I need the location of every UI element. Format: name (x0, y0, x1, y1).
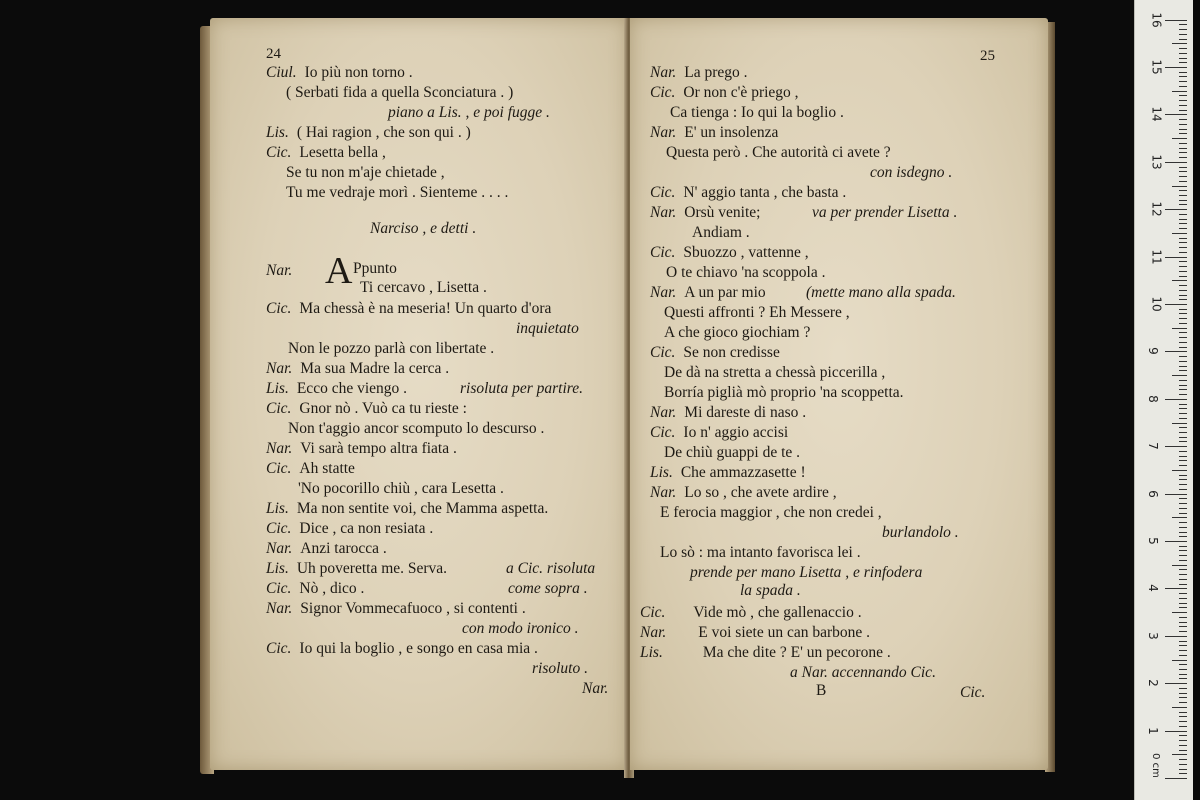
ruler-number: 8 (1145, 394, 1160, 403)
ruler-tick (1179, 508, 1187, 509)
ruler-tick (1179, 513, 1187, 514)
ruler-tick (1172, 707, 1187, 708)
ruler-tick (1179, 702, 1187, 703)
ruler-tick (1179, 503, 1187, 504)
ruler-tick (1179, 34, 1187, 35)
text-line: ( Serbati fida a quella Sconciatura . ) (286, 84, 514, 101)
ruler-tick (1179, 285, 1187, 286)
ruler-number: 14 (1149, 106, 1164, 123)
ruler-tick (1165, 304, 1187, 305)
ruler-tick (1179, 86, 1187, 87)
ruler-tick (1165, 257, 1187, 258)
ruler-tick (1172, 186, 1187, 187)
ruler-tick (1179, 195, 1187, 196)
ruler-tick (1179, 228, 1187, 229)
ruler-tick (1179, 247, 1187, 248)
ruler-tick (1179, 337, 1187, 338)
ruler-tick (1179, 105, 1187, 106)
ruler-tick (1179, 361, 1187, 362)
ruler-tick (1179, 536, 1187, 537)
ruler-tick (1179, 143, 1187, 144)
ruler-tick (1179, 110, 1187, 111)
ruler-tick (1165, 209, 1187, 210)
text-line: Cic. Gnor nò . Vuò ca tu rieste : (266, 400, 467, 417)
ruler-tick (1172, 375, 1187, 376)
ruler-tick (1172, 423, 1187, 424)
ruler-tick (1179, 560, 1187, 561)
text-line: Andiam . (692, 224, 750, 241)
ruler-tick (1179, 712, 1187, 713)
ruler-tick (1165, 20, 1187, 21)
ruler-tick (1179, 408, 1187, 409)
ruler-tick (1179, 214, 1187, 215)
ruler-tick (1179, 148, 1187, 149)
ruler-number: 10 (1149, 296, 1164, 312)
text-line: Cic. Lesetta bella , (266, 144, 386, 161)
text-line: Questa però . Che autorità ci avete ? (666, 144, 891, 161)
ruler-tick (1179, 584, 1187, 585)
ruler-tick (1172, 91, 1187, 92)
catchword: Cic. (960, 684, 986, 701)
ruler-tick (1179, 342, 1187, 343)
ruler-tick (1179, 100, 1187, 101)
ruler-tick (1179, 418, 1187, 419)
ruler-tick (1179, 631, 1187, 632)
text-line: E ferocia maggior , che non credei , (660, 504, 882, 521)
ruler-tick (1172, 233, 1187, 234)
text-line: Lis. Ecco che viengo . (266, 380, 408, 397)
ruler-number: 15 (1149, 59, 1164, 75)
ruler-number: 12 (1149, 201, 1164, 217)
text-line: Nar. E' un insolenza (650, 124, 779, 141)
text-line: Lis. ( Hai ragion , che son qui . ) (266, 124, 471, 141)
ruler-tick (1179, 598, 1187, 599)
page-number: 25 (980, 48, 995, 64)
ruler-tick (1179, 773, 1187, 774)
ruler-tick (1179, 370, 1187, 371)
ruler-tick (1172, 565, 1187, 566)
text-line: 'No pocorillo chiù , cara Lesetta . (298, 480, 504, 497)
ruler-tick (1165, 351, 1187, 352)
text-line: Lis. Che ammazzasette ! (650, 464, 806, 481)
ruler-tick (1179, 133, 1187, 134)
ruler-tick (1179, 380, 1187, 381)
ruler-number: 13 (1149, 154, 1164, 170)
text-line: Nar. Orsù venite; (650, 204, 761, 221)
ruler-tick (1165, 446, 1187, 447)
ruler-tick (1179, 200, 1187, 201)
ruler-tick (1172, 612, 1187, 613)
ruler-tick (1179, 366, 1187, 367)
text-line: Cic. Dice , ca non resiata . (266, 520, 434, 537)
ruler-number: 2 (1145, 679, 1160, 688)
ruler-tick (1172, 754, 1187, 755)
ruler-tick (1179, 190, 1187, 191)
text-line: O te chiavo 'na scoppola . (666, 264, 826, 281)
ruler-tick (1179, 58, 1187, 59)
ruler-tick (1179, 266, 1187, 267)
ruler-tick (1179, 157, 1187, 158)
page-number: 24 (266, 46, 281, 62)
ruler-tick (1165, 494, 1187, 495)
text-line: Nar. Vi sarà tempo altra fiata . (266, 440, 457, 457)
ruler-tick (1179, 39, 1187, 40)
text-line: Nar. Anzi tarocca . (266, 540, 387, 557)
ruler-tick (1179, 721, 1187, 722)
text-line: Lis. Ma non sentite voi, che Mamma aspetta. (266, 500, 549, 517)
stage-direction: burlandolo . (882, 524, 959, 541)
ruler-tick (1179, 62, 1187, 63)
text-line: Cic. Ma chessà è na meseria! Un quarto d'ora (266, 300, 552, 317)
ruler-tick (1179, 484, 1187, 485)
ruler-number: 9 (1145, 347, 1160, 356)
stage-direction: la spada . (740, 582, 801, 599)
text-line: Questi affronti ? Eh Messere , (664, 304, 850, 321)
stage-direction: va per prender Lisetta . (812, 204, 958, 221)
ruler-tick (1165, 162, 1187, 163)
ruler-tick (1179, 460, 1187, 461)
ruler-tick (1179, 309, 1187, 310)
ruler-tick (1165, 114, 1187, 115)
text-line: De chiù guappi de te . (664, 444, 801, 461)
ruler-tick (1179, 181, 1187, 182)
text-line: Nar. Mi dareste di naso . (650, 404, 807, 421)
ruler-tick (1179, 167, 1187, 168)
ruler-tick (1172, 517, 1187, 518)
ruler-tick (1179, 394, 1187, 395)
ruler-tick (1179, 76, 1187, 77)
ruler-tick (1179, 555, 1187, 556)
ruler-unit-label: 0 cm (1149, 753, 1161, 778)
ruler-tick (1179, 479, 1187, 480)
ruler-number: 6 (1145, 489, 1160, 498)
ruler-tick (1179, 413, 1187, 414)
text-line: Nar. La prego . (650, 64, 748, 81)
text-line: Cic. Io qui la boglio , e songo en casa mia . (266, 640, 538, 657)
ruler-tick (1179, 650, 1187, 651)
text-line: Ti cercavo , Lisetta . (360, 279, 487, 296)
ruler-tick (1179, 669, 1187, 670)
text-line: Lo sò : ma intanto favorisca lei . (660, 544, 861, 561)
ruler-tick (1179, 389, 1187, 390)
ruler-tick (1179, 242, 1187, 243)
ruler-tick (1179, 489, 1187, 490)
ruler-tick (1179, 622, 1187, 623)
text-line: Cic. N' aggio tanta , che basta . (650, 184, 847, 201)
text-line: A che gioco giochiam ? (664, 324, 811, 341)
ruler-tick (1179, 764, 1187, 765)
ruler-tick (1179, 48, 1187, 49)
ruler-tick (1172, 43, 1187, 44)
ruler-number: 4 (1145, 584, 1160, 593)
ruler-tick (1179, 176, 1187, 177)
ruler-tick (1179, 238, 1187, 239)
text-line: Nar. (266, 262, 293, 279)
stage-direction: a Nar. accennando Cic. (790, 664, 936, 681)
ruler-tick (1179, 769, 1187, 770)
stage-direction: risoluto . (532, 660, 588, 677)
ruler-tick (1179, 579, 1187, 580)
ruler-tick (1179, 72, 1187, 73)
text-line: Cic. Or non c'è priego , (650, 84, 799, 101)
text-line: Nar. A un par mio (650, 284, 766, 301)
text-line: De dà na stretta a chessà piccerilla , (664, 364, 886, 381)
stage-direction: (mette mano alla spada. (806, 284, 956, 301)
text-line: Nar. Lo so , che avete ardire , (650, 484, 837, 501)
ruler-tick (1179, 29, 1187, 30)
catchword: Nar. (582, 680, 609, 697)
text-line: Cic. Ah statte (266, 460, 355, 477)
ruler-tick (1179, 95, 1187, 96)
ruler-tick (1179, 697, 1187, 698)
ruler-tick (1179, 24, 1187, 25)
ruler-tick (1179, 427, 1187, 428)
ruler-tick (1179, 465, 1187, 466)
text-line: Cic. Vide mò , che gallenaccio . (640, 604, 862, 621)
text-line: Lis. Ma che dite ? E' un pecorone . (640, 644, 891, 661)
ruler-tick (1179, 252, 1187, 253)
ruler-tick (1179, 313, 1187, 314)
ruler-tick (1179, 152, 1187, 153)
text-line: Ca tienga : Io qui la boglio . (670, 104, 844, 121)
ruler-tick (1179, 527, 1187, 528)
ruler-number: 5 (1145, 537, 1160, 545)
stage-direction: a Cic. risoluta (506, 560, 596, 577)
ruler-tick (1172, 138, 1187, 139)
ruler-tick (1179, 347, 1187, 348)
ruler-tick (1179, 607, 1187, 608)
ruler-tick (1179, 318, 1187, 319)
drop-cap: A (325, 250, 353, 292)
stage-direction: come sopra . (508, 580, 588, 597)
left-page (210, 18, 628, 770)
text-line: Nar. E voi siete un can barbone . (640, 624, 871, 641)
ruler-tick (1179, 740, 1187, 741)
ruler-tick (1179, 750, 1187, 751)
text-line: Nar. Ma sua Madre la cerca . (266, 360, 450, 377)
text-line: Cic. Io n' aggio accisi (650, 424, 789, 441)
ruler-tick (1179, 664, 1187, 665)
ruler-tick (1179, 219, 1187, 220)
ruler-tick (1179, 550, 1187, 551)
ruler-number: 11 (1149, 248, 1164, 265)
ruler-tick (1179, 451, 1187, 452)
ruler-number: 16 (1149, 11, 1164, 28)
ruler-tick (1179, 432, 1187, 433)
ruler-tick (1165, 731, 1187, 732)
text-line: Non le pozzo parlà con libertate . (288, 340, 495, 357)
text-line: Ciul. Io più non torno . (266, 64, 413, 81)
ruler-tick (1179, 119, 1187, 120)
ruler-tick (1179, 655, 1187, 656)
ruler-tick (1179, 332, 1187, 333)
text-line: Cic. Se non credisse (650, 344, 780, 361)
ruler-tick (1179, 641, 1187, 642)
scene-heading: Narciso , e detti . (370, 220, 477, 237)
ruler-tick (1179, 645, 1187, 646)
right-page (630, 18, 1048, 770)
ruler-tick (1179, 546, 1187, 547)
stage-direction: inquietato (516, 320, 579, 337)
text-line: Nar. Signor Vommecafuoco , si contenti . (266, 600, 526, 617)
ruler-tick (1165, 588, 1187, 589)
ruler-tick (1179, 53, 1187, 54)
text-line: Se tu non m'aje chietade , (286, 164, 445, 181)
measuring-ruler (1134, 0, 1193, 800)
ruler-tick (1179, 356, 1187, 357)
ruler-tick (1179, 261, 1187, 262)
ruler-tick (1179, 437, 1187, 438)
ruler-tick (1179, 456, 1187, 457)
ruler-tick (1179, 441, 1187, 442)
open-book (200, 18, 1055, 778)
ruler-tick (1179, 498, 1187, 499)
ruler-tick (1179, 204, 1187, 205)
ruler-tick (1179, 124, 1187, 125)
ruler-tick (1179, 617, 1187, 618)
ruler-number: 3 (1145, 631, 1160, 640)
ruler-tick (1165, 67, 1187, 68)
signature-mark: B (816, 682, 827, 699)
stage-direction: con isdegno . (870, 164, 953, 181)
ruler-number: 1 (1145, 726, 1160, 735)
ruler-tick (1179, 290, 1187, 291)
text-line: Cic. Sbuozzo , vattenne , (650, 244, 809, 261)
ruler-tick (1179, 129, 1187, 130)
text-line: Non t'aggio ancor scomputo lo descurso . (288, 420, 545, 437)
ruler-tick (1179, 171, 1187, 172)
ruler-tick (1165, 778, 1187, 779)
ruler-tick (1179, 603, 1187, 604)
ruler-tick (1179, 323, 1187, 324)
ruler-tick (1179, 674, 1187, 675)
ruler-tick (1165, 399, 1187, 400)
text-line: Cic. Nò , dico . (266, 580, 365, 597)
ruler-tick (1179, 759, 1187, 760)
ruler-tick (1165, 636, 1187, 637)
ruler-tick (1179, 574, 1187, 575)
ruler-tick (1179, 385, 1187, 386)
ruler-tick (1179, 404, 1187, 405)
text-line: Borría piglià mò proprio 'na scoppetta. (664, 384, 904, 401)
ruler-tick (1179, 693, 1187, 694)
ruler-tick (1179, 735, 1187, 736)
text-line: Lis. Uh poveretta me. Serva. (266, 560, 448, 577)
ruler-tick (1172, 660, 1187, 661)
ruler-tick (1179, 81, 1187, 82)
ruler-tick (1179, 295, 1187, 296)
ruler-tick (1179, 299, 1187, 300)
ruler-tick (1179, 223, 1187, 224)
ruler-tick (1179, 716, 1187, 717)
ruler-tick (1179, 726, 1187, 727)
ruler-tick (1179, 276, 1187, 277)
ruler-number: 7 (1145, 442, 1160, 451)
stage-direction: con modo ironico . (462, 620, 579, 637)
stage-direction: prende per mano Lisetta , e rinfodera (690, 564, 923, 581)
ruler-tick (1165, 541, 1187, 542)
ruler-tick (1179, 569, 1187, 570)
ruler-tick (1179, 745, 1187, 746)
ruler-tick (1179, 475, 1187, 476)
ruler-tick (1165, 683, 1187, 684)
ruler-tick (1179, 593, 1187, 594)
ruler-tick (1179, 688, 1187, 689)
ruler-tick (1179, 271, 1187, 272)
text-line: Ppunto (353, 260, 397, 277)
ruler-tick (1172, 280, 1187, 281)
ruler-tick (1179, 522, 1187, 523)
ruler-tick (1172, 470, 1187, 471)
ruler-tick (1179, 626, 1187, 627)
text-line: Tu me vedraje morì . Sienteme . . . . (286, 184, 509, 201)
ruler-tick (1172, 328, 1187, 329)
ruler-tick (1179, 678, 1187, 679)
ruler-tick (1179, 532, 1187, 533)
stage-direction: risoluta per partire. (460, 380, 584, 397)
stage-direction: piano a Lis. , e poi fugge . (388, 104, 550, 121)
